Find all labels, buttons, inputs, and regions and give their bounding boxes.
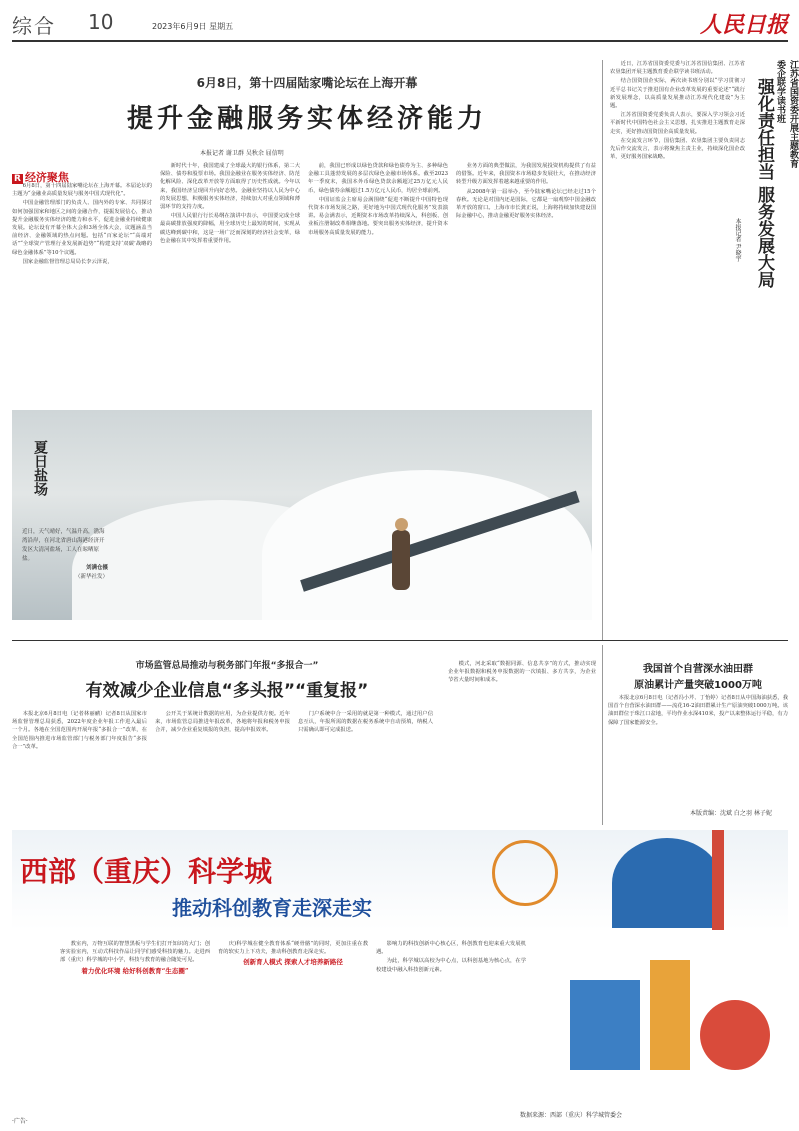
oil-headline-2: 原油累计产量突破1000万吨 bbox=[634, 680, 762, 691]
edu-subhead-2: 创新育人模式 探索人才培养新路径 bbox=[243, 958, 343, 967]
main-column-3: 前，我国已形成以绿色贷款和绿色债券为主、多种绿色金融工具蓬勃发展的多层次绿色金融市场体系。截至2023年一季度末，我国本外币绿色贷款余额超过25万亿元人民币，绿色债券余额超过1.5万亿元人民币，均居全球前列。 中国证监会主席易会满围绕“促进不断提升中国特色现代资本市场发展之路，更好地为中国式现代化服务”发表演讲。易会满表示，近期资本市场改革持续深入，科创板、创业板注册制改革相继落地。要突出服务实体经济，提升资本市场服务高质量发展的能力。 bbox=[308, 163, 448, 236]
tag-label: 经济聚焦 bbox=[24, 171, 69, 184]
market-headline: 有效减少企业信息“多头报”“重复报” bbox=[85, 681, 369, 701]
edu-column-3: 影响力的科技创新中心核心区，科创教育也迎来重大发展机遇。 为此，科学城以高校为中心点，以科创基地为核心点，在学校建设中融入科技创新元素。 bbox=[376, 941, 526, 973]
market-kicker: 市场监管总局推动与税务部门年报“多报合一” bbox=[135, 661, 319, 671]
main-kicker: 6月8日，第十四届陆家嘴论坛在上海开幕 bbox=[196, 76, 418, 90]
main-byline: 本报记者 谢卫群 吴秋余 屈信明 bbox=[200, 150, 284, 157]
page-editors: 本版责编：沈斌 白之羽 林子妮 bbox=[690, 810, 772, 817]
oil-divider bbox=[602, 645, 603, 825]
banner-title: 西部（重庆）科学城 bbox=[20, 855, 273, 888]
photo-title: 夏日盐场 bbox=[32, 440, 48, 496]
market-column-2: 公开关于某统计数据的应用，为企业提供方便。近年来，市场监管总局推进年报改革，各地将年报和税务申报合并，减少企业重复填报的负担，提高申报效率。 bbox=[155, 711, 290, 734]
edu-column-2: 庆)科学城在健全教育体系“硬骨骼”的同时，更加注重在教育的软实力上下功夫，推动科创教育走深走实。 创新育人模式 探索人才培养新路径 bbox=[218, 941, 368, 967]
globe-icon bbox=[612, 838, 722, 928]
masthead-logo: 人民日报 bbox=[699, 12, 788, 38]
page-header bbox=[12, 8, 788, 38]
page-number: 10 bbox=[88, 10, 114, 34]
sidebar-divider bbox=[602, 60, 603, 640]
ad-mark: ·广告· bbox=[12, 1118, 28, 1125]
header-rule bbox=[12, 40, 788, 42]
pencil-icon bbox=[712, 830, 724, 930]
main-headline: 提升金融服务实体经济能力 bbox=[126, 104, 487, 134]
photo-caption: 近日，天气晴好，气温升高，渤海湾沿岸，在河北省唐山海港经济开发区大清河盐场，工人在晾晒原盐。 刘满仓摄 （新华社发） bbox=[22, 529, 108, 580]
gear-icon bbox=[492, 840, 558, 906]
sidebar-story-body: 近日，江苏省国资委党委与江苏省国信集团、江苏省农垦集团开展主题教育委企联学读书班活动。 结合国资国企实际，两次读书班分别以“学习贯彻习近平总书记关于推进国有企业改革发展的重要论述”“践行新发展理念，以高质量发展推动江苏现代化建设”为主题。 江苏省国资委党委负责人表示，要深入学习领会习近平新时代中国特色社会主义思想，扎实推进主题教育走深走实，更好推动国资国企高质量发展。 在交流发言环节，国信集团、农垦集团主要负责同志先后作交流发言，表示将聚焦主责主业，持续深化国企改革，更好服务国家战略。 bbox=[610, 61, 745, 161]
tag-icon: R bbox=[14, 174, 21, 184]
oil-headline-1: 我国首个自营深水油田群 bbox=[643, 664, 753, 675]
edu-column-1: 教室内，万物互联的智慧黑板与学生们打开知识的大门；创客实验室内，互动式科技作品让同学们感受科技的魅力。走进西部（重庆）科学城的中小学，科技与教育的融合随处可见。 着力优化环境 给好科创教育“生态圈” bbox=[60, 941, 210, 975]
sidebar-kicker: 江苏省国资委开展主题教育委企联学读书班 bbox=[775, 60, 798, 168]
banner-subtitle: 推动科创教育走深走实 bbox=[172, 896, 372, 920]
edu-subhead-1: 着力优化环境 给好科创教育“生态圈” bbox=[81, 966, 189, 975]
market-column-1: 本报北京6月8日电（记者林丽鹂）记者8日从国家市场监督管理总局获悉，2022年度企业年报工作进入最后一个月。各地在全国范围内开展年报“多报合一”改革，在全国范围内推进市场监管部门与税务部门年度报告“多报合一”改革。 bbox=[12, 711, 147, 750]
school-supplies-illustration bbox=[560, 950, 780, 1110]
salt-field-photo bbox=[12, 410, 592, 620]
main-column-4: 业务方面的典型做法，为我国发展投资机构提供了有益的借鉴。近年来，我国资本市场稳步发展壮大，在推动经济转型升级方面发挥着越来越重要的作用。 从2008年第一届举办，至今陆家嘴论坛已经走过15个春秋。无论是对国内还是国际，它都是一扇观察中国金融改革开放的窗口。上海市市长龚正说，上海将持续加快建设国际金融中心，推动金融更好服务实体经济。 bbox=[456, 163, 596, 220]
market-column-4: 模式，河北采取“数据同源、信息共享”的方式，推动实现企业年报数据和税务申报数据的一次填报、多方共享，为企业节省大量时间和成本。 bbox=[448, 661, 596, 684]
photo-credit: 刘满仓摄 bbox=[85, 565, 108, 571]
worker-figure bbox=[392, 530, 410, 590]
mid-rule bbox=[12, 640, 788, 641]
edu-credit: 数据来源：西部（重庆）科学城管委会 bbox=[520, 1112, 623, 1119]
oil-body: 本报北京6月8日电（记者冯小芹、丁怡婷）记者8日从中国海油获悉，我国首个自营深水油田群——流花16-2油田群累计生产原油突破1000万吨。该油田群位于珠江口盆地，平均作业水深410米，投产以来整体运行平稳，有力保障了国家能源安全。 bbox=[608, 695, 788, 726]
photo-source: （新华社发） bbox=[74, 574, 108, 580]
main-column-1: 6月8日，第十四届陆家嘴论坛在上海开幕。本届论坛的主题为“金融业高质量发展与服务中国式现代化”。 中国金融管理部门的负责人、国内外的专家、共同探讨如何加强国家和地区之间的金融合作，提振发展信心，推动提升金融服务实体经济的能力和水平，促进金融业持续健康发展。论坛设有开幕全体大会和3场全体大会，议题涵盖当前经济、金融领域的热点问题。包括“百家论坛”“高端对话”“全球资产管理行业发展新趋势”“构建支持‘双碳’战略的绿色金融体系”等10个议题。 国家金融监督管理总局局长李云泽说， bbox=[12, 183, 152, 265]
sidebar-byline: 本报记者 尹晓宇 bbox=[734, 218, 741, 262]
main-column-2: 新时代十年，我国建成了全球最大的银行体系，第二大保险、债券和股票市场。我国金融业在服务实体经济、防范化解风险、深化改革开放等方面取得了历史性成就。今年以来，我国经济呈现回升向好态势。金融业坚持以人民为中心的发展思想，积极服务实体经济，持续加大对重点领域和薄弱环节的支持力度。 中国人民银行行长易纲在演讲中表示，中国要完成全球最高碳排放强度的降幅，用全球历史上最短的时间，实现从碳达峰到碳中和，这是一场广泛而深刻的经济社会变革，绿色金融在其中发挥着重要作用。 bbox=[160, 163, 300, 244]
sidebar-headline: 强化责任担当 服务发展大局 bbox=[754, 78, 774, 288]
market-column-3: 门户系统中合一采用的就是第一种模式，通过用户信息互认，年报所需的数据在税务系统中自动预填，纳税人只需确认即可完成报送。 bbox=[298, 711, 433, 734]
section-name: 综合 bbox=[12, 14, 56, 38]
issue-date: 2023年6月9日 星期五 bbox=[152, 22, 234, 31]
science-city-banner bbox=[12, 830, 788, 930]
